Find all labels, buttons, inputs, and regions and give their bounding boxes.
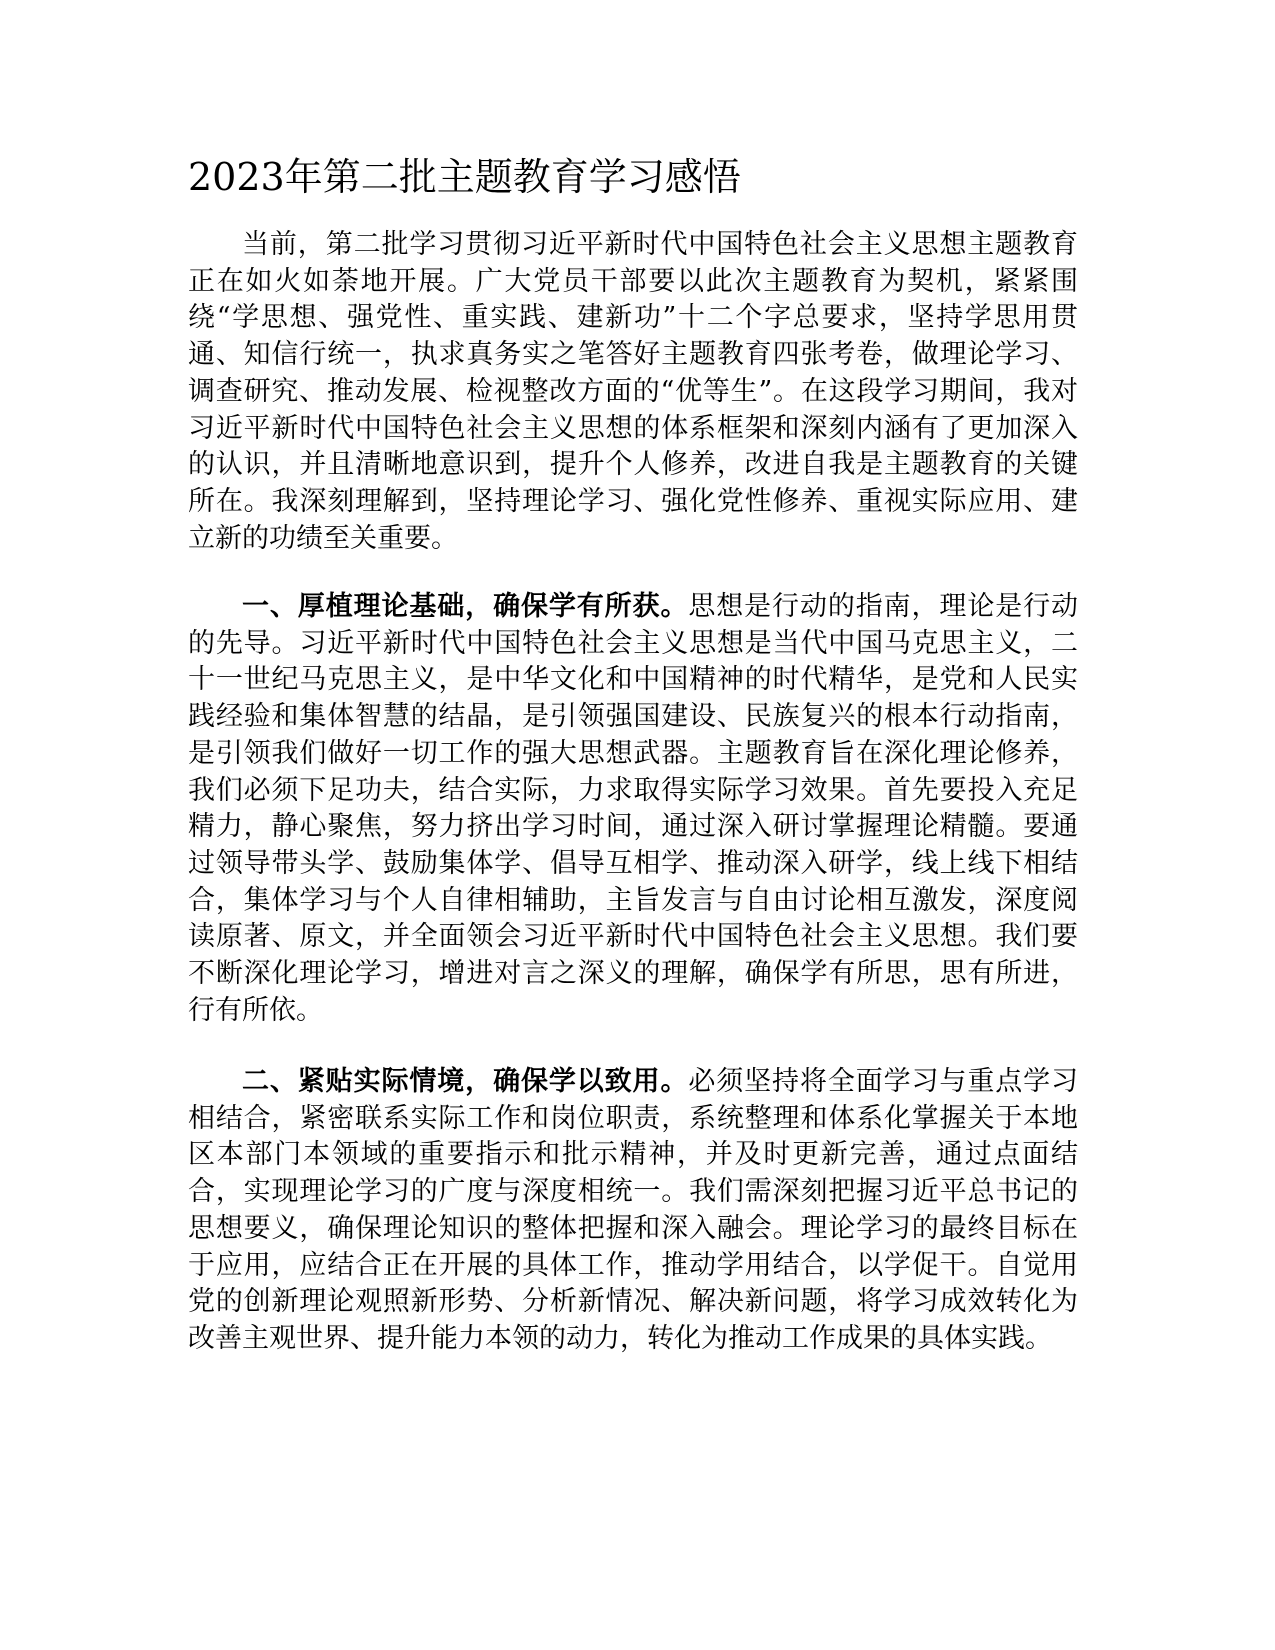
section-two-paragraph xyxy=(188,1064,1078,1358)
section-two-text: 必须坚持将全面学习与重点学习相结合，紧密联系实际工作和岗位职责，系统整理和体系化掌握关于本地区本部门本领域的重要指示和批示精神，并及时更新完善，通过点面结合，实现理论学习的广度与深度相统一。我们需深刻把握习近平总书记的思想要义，确保理论知识的整体把握和深入融会。理论学习的最终目标在于应用，应结合正在开展的具体工作，推动学用结合，以学促干。自觉用党的创新理论观照新形势、分析新情况、解决新问题，将学习成效转化为改善主观世界、提升能力本领的动力，转化为推动工作成果的具体实践。 xyxy=(188,1066,1079,1354)
document-title: 2023年第二批主题教育学习感悟 xyxy=(188,155,741,199)
section-one-text: 思想是行动的指南，理论是行动的先导。习近平新时代中国特色社会主义思想是当代中国马克思主义，二十一世纪马克思主义，是中华文化和中国精神的时代精华，是党和人民实践经验和集体智慧的结晶，是引领强国建设、民族复兴的根本行动指南，是引领我们做好一切工作的强大思想武器。主题教育旨在深化理论修养，我们必须下足功夫，结合实际，力求取得实际学习效果。首先要投入充足精力，静心聚焦，努力挤出学习时间，通过深入研讨掌握理论精髓。要通过领导带头学、鼓励集体学、倡导互相学、推动深入研学，线上线下相结合，集体学习与个人自律相辅助，主旨发言与自由讨论相互激发，深度阅读原著、原文，并全面领会习近平新时代中国特色社会主义思想。我们要不断深化理论学习，增进对言之深义的理解，确保学有所思，思有所进，行有所依。 xyxy=(188,591,1079,1026)
section-one-heading: 一、厚植理论基础，确保学有所获。 xyxy=(242,591,689,622)
intro-paragraph: 当前，第二批学习贯彻习近平新时代中国特色社会主义思想主题教育正在如火如荼地开展。广大党员干部要以此次主题教育为契机，紧紧围绕“学思想、强党性、重实践、建新功”十二个字总要求，坚持学思用贯通、知信行统一，执求真务实之笔答好主题教育四张考卷，做理论学习、调查研究、推动发展、检视整改方面的“优等生”。在这段学习期间，我对习近平新时代中国特色社会主义思想的体系框架和深刻内涵有了更加深入的认识，并且清晰地意识到，提升个人修养，改进自我是主题教育的关键所在。我深刻理解到，坚持理论学习、强化党性修养、重视实际应用、建立新的功绩至关重要。 xyxy=(188,229,1078,554)
section-two-heading: 二、紧贴实际情境，确保学以致用。 xyxy=(242,1066,689,1097)
section-one-paragraph xyxy=(188,589,1078,1029)
